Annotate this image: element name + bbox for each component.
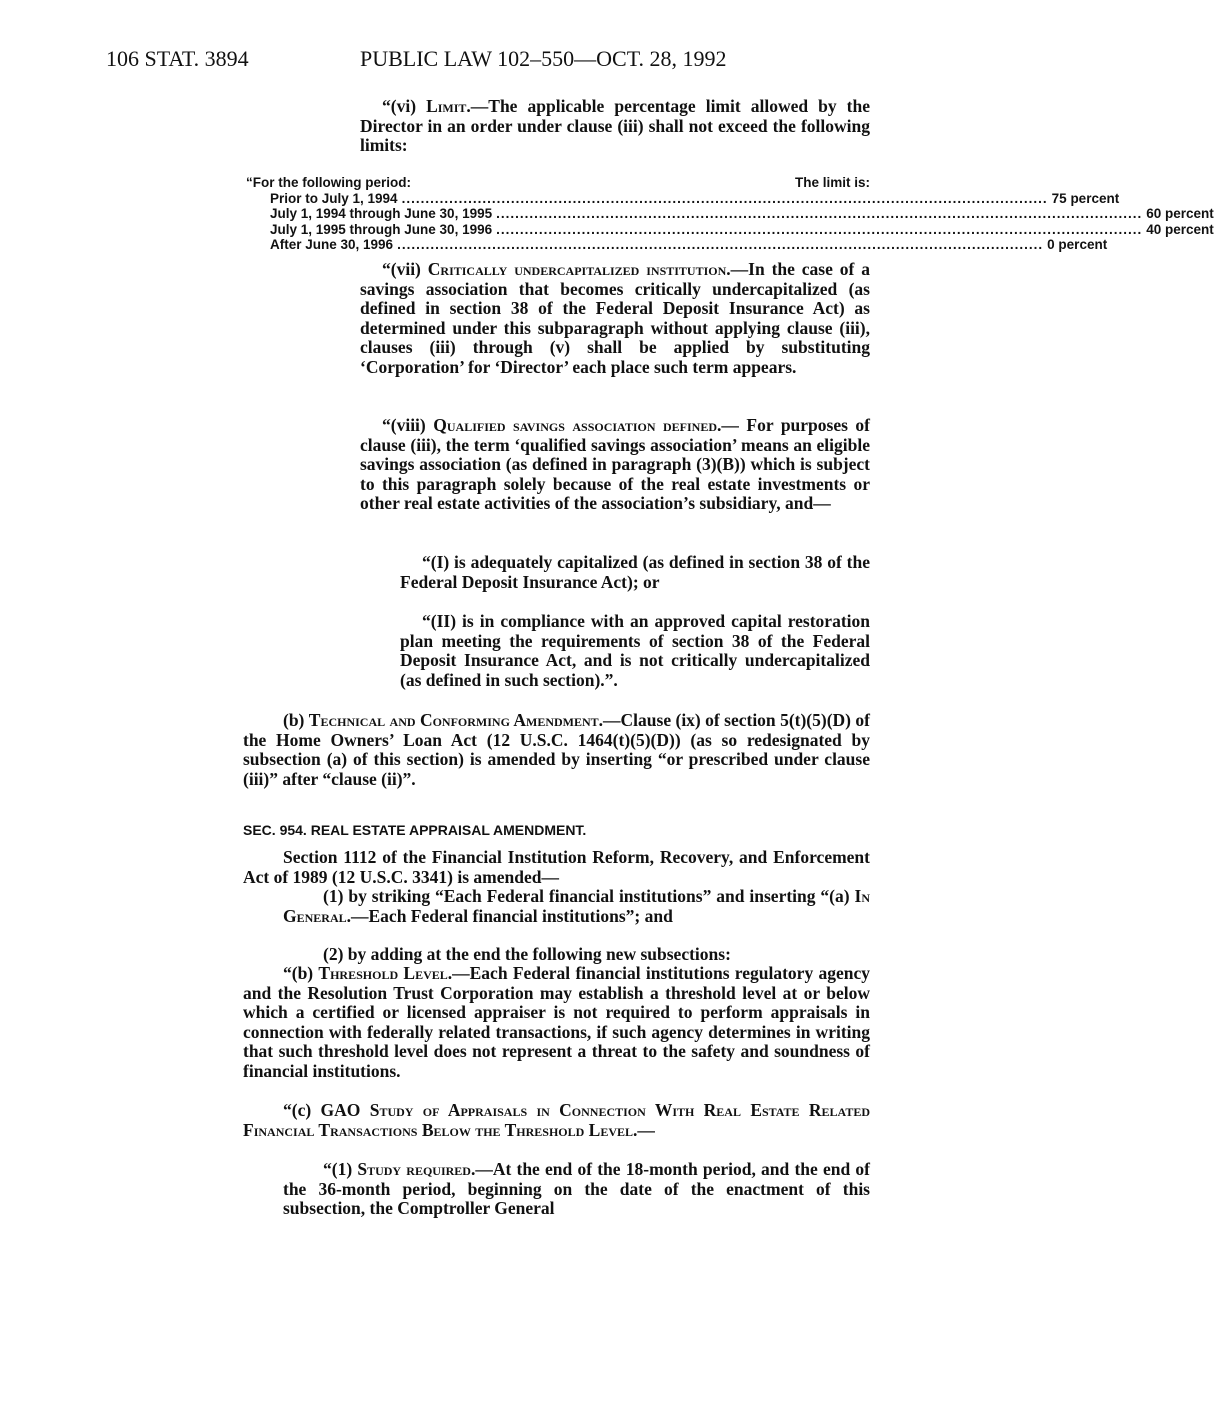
table-limit: 60 percent — [1146, 206, 1214, 221]
clause-vii-heading: Critically undercapitalized institution — [427, 259, 727, 279]
clause-vi-text: .—The applicable percentage limit allowed by the Director in an order under clause (iii) shall not exceed the following limits: — [360, 96, 870, 155]
subsection-threshold-heading: Threshold Level — [318, 963, 448, 983]
study-required-text: .—At the end of the 18-month period, and the end of the 36-month period, beginning on the date of the enactment of this subsection, the Comptroller General — [283, 1159, 870, 1218]
clause-vi-mark: “(vi) — [382, 96, 427, 116]
subsection-b — [243, 711, 870, 789]
paragraph-2: (2) by adding at the end the following new subsections: — [323, 944, 731, 964]
limits-table — [246, 175, 1214, 253]
clause-viii — [360, 416, 870, 514]
subsection-gao-end: .— — [633, 1119, 655, 1140]
paragraph-1-text-b: .—Each Federal financial institutions”; and — [346, 905, 673, 926]
section-heading: SEC. 954. REAL ESTATE APPRAISAL AMENDMENT. — [243, 822, 587, 838]
clause-viii-heading: Qualified savings association defined — [433, 415, 718, 435]
subsection-threshold-text: .—Each Federal financial institutions regulatory agency and the Resolution Trust Corporation may establish a threshold level at or below which a certified or licensed appraiser is not required to perform appraisals in connection with federally related transactions, if such agency determines in writing that such threshold level does not represent a threat to the safety and soundness of financial institutions. — [243, 963, 870, 1081]
table-limit: 75 percent — [1051, 190, 1120, 206]
subsection-gao-mark: “(c) GAO — [283, 1100, 370, 1120]
table-row — [246, 237, 1108, 253]
table-period: Prior to July 1, 1994 — [270, 190, 398, 206]
clause-vii-text: .—In the case of a savings association that becomes critically undercapitalized (as defined in section 38 of the Federal Deposit Insurance Act) as determined under this subparagraph without applying clause (iii), clauses (iii) through (v) shall be applied by substituting ‘Corporation’ for ‘Director’ each place such term appears. — [360, 259, 870, 377]
table-row — [246, 221, 1214, 238]
clause-vii — [360, 260, 870, 377]
subsection-gao-study — [243, 1101, 870, 1140]
table-period: After June 30, 1996 — [270, 237, 394, 252]
table-limit: 0 percent — [1047, 237, 1108, 252]
study-required-mark: “(1) — [323, 1159, 358, 1179]
subclause-I: “(I) is adequately capitalized (as defined in section 38 of the Federal Deposit Insurance Act); or — [400, 552, 870, 592]
paragraph-1-heading: In General — [283, 886, 870, 926]
table-col2-header: The limit is: — [794, 175, 870, 190]
leader-dots: ........................................................................................................................................ — [496, 221, 1143, 237]
paragraph-study-required — [283, 1160, 870, 1219]
clause-viii-mark: “(viii) — [382, 415, 434, 435]
subsection-b-heading: Technical and Conforming Amendment — [308, 710, 599, 730]
table-header — [246, 175, 870, 191]
subsection-threshold — [243, 964, 870, 1081]
table-row — [246, 206, 1214, 222]
study-required-heading: Study required — [357, 1159, 471, 1179]
subsection-b-text: .—Clause (ix) of section 5(t)(5)(D) of the Home Owners’ Loan Act (12 U.S.C. 1464(t)(5)(D)) (as so redesignated by subsection (a) of this section) is amended by inserting “or prescribed under clause (iii)” after “clause (ii)”. — [243, 710, 870, 789]
clause-viii-text: .— For purposes of clause (iii), the term ‘qualified savings association’ means an eligible savings association (as defined in paragraph (3)(B)) which is subject to this paragraph solely because of the real estate investments or other real estate activities of the association’s subsidiary, and— — [360, 415, 871, 513]
clause-vi-heading: Limit — [426, 96, 467, 116]
subclause-II: “(II) is in compliance with an approved capital restoration plan meeting the requirements of section 38 of the Federal Deposit Insurance Act, and is not critically undercapitalized (as defined in such section).”. — [400, 611, 870, 690]
running-header: PUBLIC LAW 102–550—OCT. 28, 1992 — [360, 46, 727, 71]
subsection-b-mark: (b) — [283, 710, 309, 730]
table-period: July 1, 1995 through June 30, 1996 — [270, 221, 493, 237]
table-period: July 1, 1994 through June 30, 1995 — [270, 206, 493, 221]
subsection-gao-heading: Study of Appraisals in Connection With Real Estate Related Financial Transactions Below the Threshold Level — [243, 1100, 870, 1140]
clause-vii-mark: “(vii) — [382, 259, 428, 279]
paragraph-1 — [283, 887, 870, 926]
table-limit: 40 percent — [1146, 221, 1214, 237]
section-intro: Section 1112 of the Financial Institution Reform, Recovery, and Enforcement Act of 1989 (12 U.S.C. 3341) is amended— — [243, 847, 870, 887]
leader-dots: ........................................................................................................................................ — [397, 237, 1044, 252]
leader-dots: ........................................................................................................................................ — [496, 206, 1143, 221]
leader-dots: ........................................................................................................................................ — [401, 190, 1048, 206]
clause-vi — [360, 97, 870, 156]
paragraph-1-text-a: (1) by striking “Each Federal financial institutions” and inserting “(a) — [323, 886, 855, 906]
subsection-threshold-mark: “(b) — [283, 963, 319, 983]
table-row — [246, 190, 1120, 207]
table-col1-header: “For the following period: — [246, 175, 411, 190]
statute-page-number: 106 STAT. 3894 — [106, 46, 249, 71]
